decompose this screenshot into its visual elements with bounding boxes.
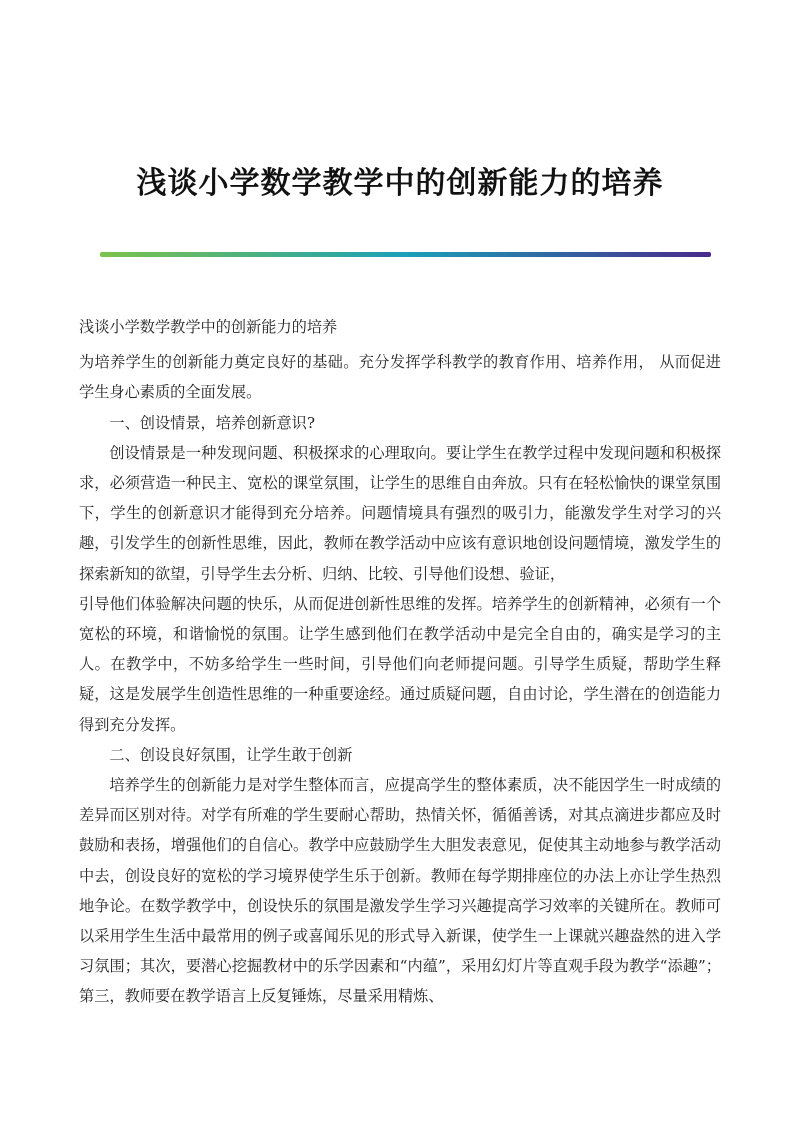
document-body (79, 312, 721, 1012)
section-heading-2: 二、创设良好氛围，让学生敢于创新 (109, 745, 353, 764)
title-divider (100, 252, 711, 257)
document-subtitle: 浅谈小学数学教学中的创新能力的培养 (79, 318, 338, 336)
document-title: 浅谈小学数学教学中的创新能力的培养 (136, 166, 664, 201)
body-paragraph-2: 引导他们体验解决问题的快乐，从而促进创新性思维的发挥。培养学生的创新精神，必须有一个宽松的环境，和谐愉悦的氛围。让学生感到他们在教学活动中是完全自由的，确实是学习的主人。在教学中，不妨多给学生一些时间，引导他们向老师提问题。引导学生质疑，帮助学生释疑，这是发展学生创造性思维的一种重要途经。通过质疑问题，自由讨论，学生潜在的创造能力得到充分发挥。 (79, 594, 721, 734)
body-paragraph-3: 培养学生的创新能力是对学生整体而言，应提高学生的整体素质，决不能因学生一时成绩的差异而区别对待。对学有所难的学生要耐心帮助，热情关怀，循循善诱，对其点滴进步都应及时鼓励和表扬，增强他们的自信心。教学中应鼓励学生大胆发表意见，促使其主动地参与教学活动中去，创设良好的宽松的学习境界使学生乐于创新。教师在每学期排座位的办法上亦让学生热烈地争论。在数学教学中，创设快乐的氛围是激发学生学习兴趣提高学习效率的关键所在。教师可以采用学生生活中最常用的例子或喜闻乐见的形式导入新课，使学生一上课就兴趣盎然的进入学习氛围；其次，要潜心挖掘教材中的乐学因素和“内蕴”，采用幻灯片等直观手段为教学“添趣”；第三，教师要在教学语言上反复锤炼，尽量采用精炼、 (79, 776, 721, 1006)
body-paragraph-1: 创设情景是一种发现问题、积极探求的心理取向。要让学生在教学过程中发现问题和积极探求，必须营造一种民主、宽松的课堂氛围，让学生的思维自由奔放。只有在轻松愉快的课堂氛围下，学生的创新意识才能得到充分培养。问题情境具有强烈的吸引力，能激发学生对学习的兴趣，引发学生的创新性思维，因此，教师在教学活动中应该有意识地创设问题情境，激发学生的探索新知的欲望，引导学生去分析、归纳、比较、引导他们设想、验证， (79, 443, 721, 583)
intro-paragraph: 为培养学生的创新能力奠定良好的基础。充分发挥学科教学的教育作用、培养作用， 从而促进学生身心素质的全面发展。 (79, 353, 721, 402)
section-heading-1: 一、创设情景，培养创新意识? (109, 413, 315, 432)
